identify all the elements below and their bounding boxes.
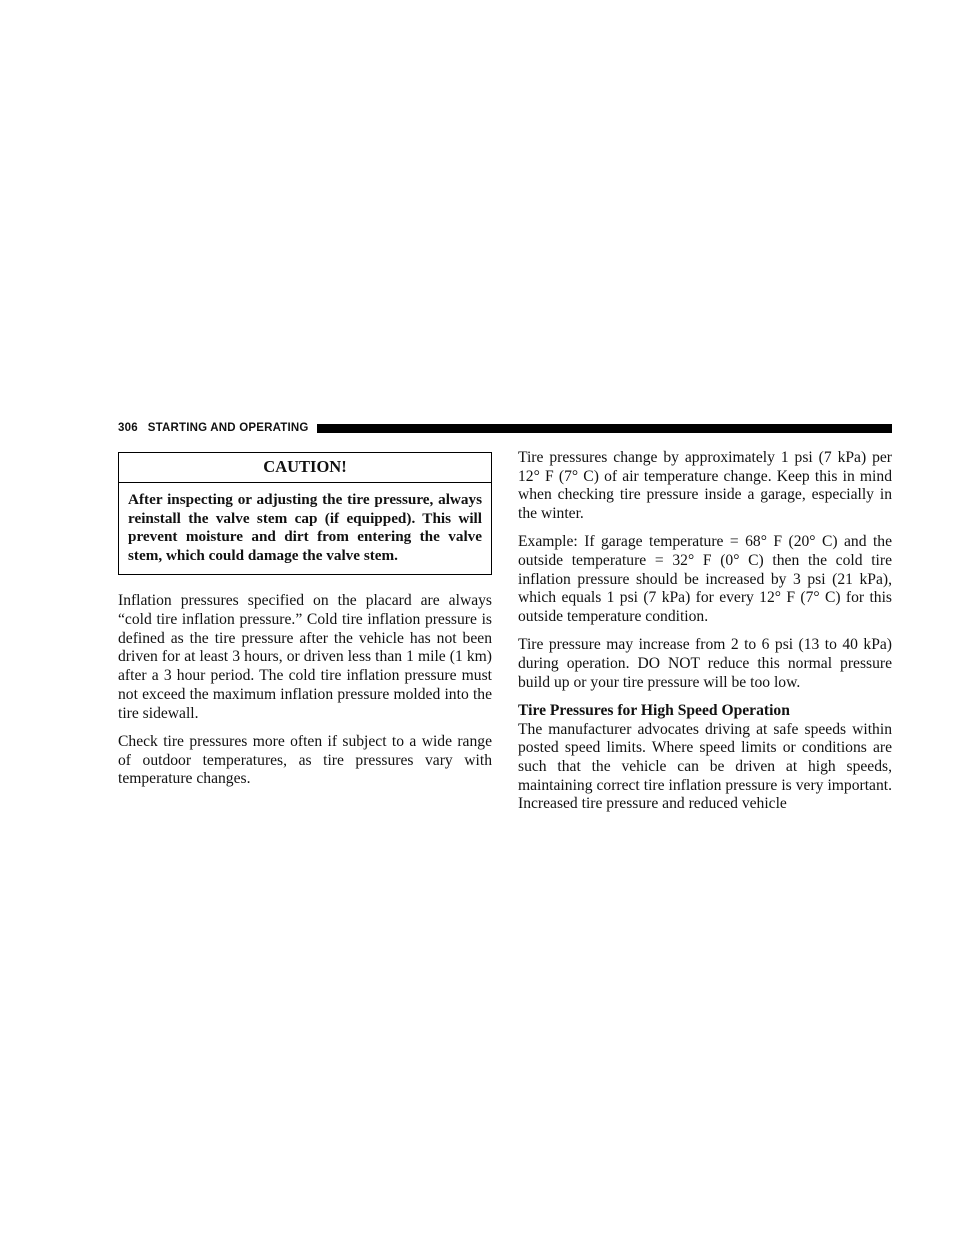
paragraph-temperature-change: Tire pressures change by approximately 1 psi (7 kPa) per 12° F (7° C) of air temperature change. Keep this in mind when checking tire pressure inside a garage, especially in the winter. [518, 449, 892, 523]
paragraph-cold-inflation: Inflation pressures specified on the placard are always “cold tire inflation pressure.” Cold tire inflation pressure is defined as the tire pressure after the vehicle has not been driven for at least 3 hours, or driven less than 1 mile (1 km) after a 3 hour period. The cold tire inflation pressure must not exceed the maximum inflation pressure molded into the tire sidewall. [118, 592, 492, 722]
page-header [118, 420, 892, 436]
subheading-high-speed: Tire Pressures for High Speed Operation [518, 701, 790, 719]
caution-title: CAUTION! [119, 453, 491, 483]
caution-box [118, 452, 492, 575]
caution-body: After inspecting or adjusting the tire pressure, always reinstall the valve stem cap (if equipped). This will prevent moisture and dirt from entering the valve stem, which could damage the valve stem. [128, 491, 482, 564]
right-column [518, 449, 892, 814]
paragraph-high-speed: The manufacturer advocates driving at safe speeds within posted speed limits. Where speed limits or conditions are such that the vehicle can be driven at high speeds, maintaining correct tire inflation pressure is very important. Increased tire pressure and reduced vehicle [518, 720, 892, 813]
left-column [118, 452, 492, 789]
paragraph-check-pressures: Check tire pressures more often if subject to a wide range of outdoor temperatures, as tire pressures vary with temperature changes. [118, 732, 492, 788]
page-number: 306 [118, 422, 138, 434]
paragraph-operation-increase: Tire pressure may increase from 2 to 6 psi (13 to 40 kPa) during operation. DO NOT reduce this normal pressure build up or your tire pressure will be too low. [518, 636, 892, 691]
header-rule [317, 424, 892, 433]
paragraph-example: Example: If garage temperature = 68° F (20° C) and the outside temperature = 32° F (0° C) then the cold tire inflation pressure should be increased by 3 psi (21 kPa), which equals 1 psi (7 kPa) for every 12° F (7° C) for this outside temperature condition. [518, 533, 892, 626]
section-title: STARTING AND OPERATING [147, 422, 309, 434]
